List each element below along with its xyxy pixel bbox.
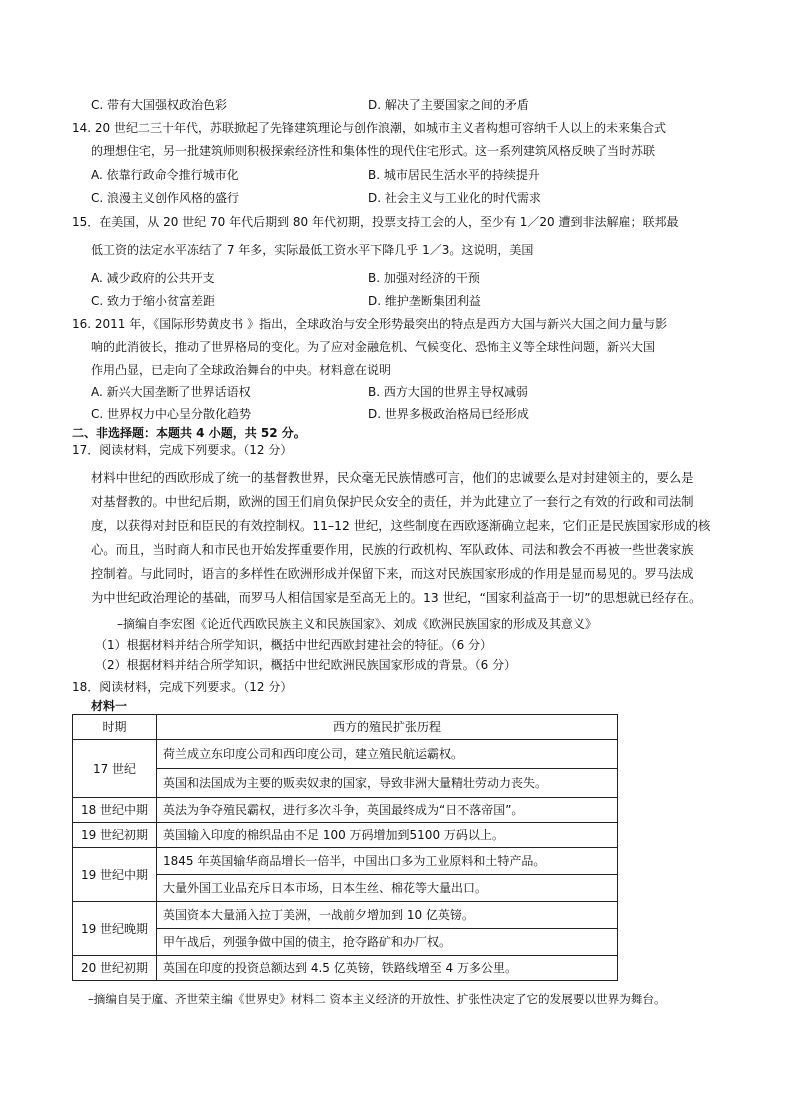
period-cell: 19 世纪中期 xyxy=(73,848,157,902)
table-row xyxy=(73,956,618,981)
q15-option-b: B. 加强对经济的干预 xyxy=(368,271,480,285)
q16-stem-line3: 作用凸显，已走向了全球政治舞台的中央。材料意在说明 xyxy=(91,363,392,377)
q17-material-line: 为中世纪政治理论的基础，而罗马人相信国家是至高无上的。13 世纪，“国家利益高于一切”的思想就已经存在。 xyxy=(91,591,702,605)
q17-material-line: 度，以获得对封臣和臣民的有效控制权。11–12 世纪，这些制度在西欧逐渐确立起来，它们正是民族国家形成的核 xyxy=(91,519,711,533)
q18-title: 18．阅读材料，完成下列要求。（12 分） xyxy=(72,680,293,694)
q14-stem-line1: 14. 20 世纪二三十年代，苏联掀起了先锋建筑理论与创作浪潮，如城市主义者构想可容纳千人以上的未来集合式 xyxy=(72,121,666,135)
event-cell: 英法为争夺殖民霸权，进行多次斗争，英国最终成为“日不落帝国”。 xyxy=(157,798,618,823)
event-cell: 1845 年英国输华商品增长一倍半，中国出口多为工业原料和土特产品。 xyxy=(157,848,618,875)
table-row xyxy=(73,902,618,929)
q16-stem-line2: 响的此消彼长，推动了世界格局的变化。为了应对金融危机、气候变化、恐怖主义等全球性问题，新兴大国 xyxy=(91,340,656,354)
q17-material-line: 控制着。与此同时，语言的多样性在欧洲形成并保留下来，而这对民族国家形成的作用是显而易见的。罗马法成 xyxy=(91,567,694,581)
table-header-row xyxy=(73,715,618,740)
q16-stem-line1: 16. 2011 年，《国际形势黄皮书 》指出，全球政治与安全形势最突出的特点是西方大国与新兴大国之间力量与影 xyxy=(72,317,668,331)
table-row xyxy=(73,823,618,848)
q16-option-d: D. 世界多极政治格局已经形成 xyxy=(368,407,529,421)
material-one-label: 材料一 xyxy=(91,699,128,713)
q14-option-d: D. 社会主义与工业化的时代需求 xyxy=(368,191,541,205)
event-cell: 英国资本大量涌入拉丁美洲，一战前夕增加到 10 亿英镑。 xyxy=(157,902,618,929)
event-cell: 荷兰成立东印度公司和西印度公司，建立殖民航运霸权。 xyxy=(157,740,618,769)
period-cell: 19 世纪初期 xyxy=(73,823,157,848)
period-cell: 18 世纪中期 xyxy=(73,798,157,823)
event-cell: 大量外国工业品充斥日本市场，日本生丝、棉花等大量出口。 xyxy=(157,875,618,902)
event-cell: 英国和法国成为主要的贩卖奴隶的国家，导致非洲大量精壮劳动力丧失。 xyxy=(157,769,618,798)
period-cell: 20 世纪初期 xyxy=(73,956,157,981)
q17-material-line: 心。而且，当时商人和市民也开始发挥重要作用，民族的行政机构、军队政体、司法和教会不再被一些世袭家族 xyxy=(91,543,694,557)
q17-material-line: 材料中世纪的西欧形成了统一的基督教世界，民众毫无民族情感可言，他们的忠诚要么是对封建领主的，要么是 xyxy=(91,471,694,485)
table-row xyxy=(73,798,618,823)
q17-requirement-2: （2）根据材料并结合所学知识，概括中世纪欧洲民族国家形成的背景。（6 分） xyxy=(95,658,517,672)
header-period: 时期 xyxy=(73,715,157,740)
q17-title: 17．阅读材料，完成下列要求。（12 分） xyxy=(72,443,293,457)
table-row xyxy=(73,740,618,769)
q14-stem-line2: 的理想住宅，另一批建筑师则积极探索经济性和集体性的现代住宅形式。这一系列建筑风格反映了当时苏联 xyxy=(91,144,656,158)
section-heading: 二、非选择题：本题共 4 小题，共 52 分。 xyxy=(72,426,306,440)
q14-option-c: C. 浪漫主义创作风格的盛行 xyxy=(91,191,240,205)
q15-option-d: D. 维护垄断集团利益 xyxy=(368,294,481,308)
q15-stem-line2: 低工资的法定水平冻结了 7 年多，实际最低工资水平下降几乎 1／3。这说明，美国 xyxy=(91,243,534,257)
q17-material-line: 对基督教的。中世纪后期，欧洲的国王们肩负保护民众安全的责任，并为此建立了一套行之有效的行政和司法制 xyxy=(91,495,694,509)
q15-option-a: A. 减少政府的公共开支 xyxy=(91,271,215,285)
q15-stem-line1: 15．在美国，从 20 世纪 70 年代后期到 80 年代初期，投票支持工会的人，至少有 1／20 遭到非法解雇；联邦最 xyxy=(72,215,679,229)
q16-option-a: A. 新兴大国垄断了世界话语权 xyxy=(91,385,251,399)
q14-option-b: B. 城市居民生活水平的持续提升 xyxy=(368,168,540,182)
q16-option-c: C. 世界权力中心呈分散化趋势 xyxy=(91,407,252,421)
q13-option-c: C. 带有大国强权政治色彩 xyxy=(91,98,228,112)
q15-option-c: C. 致力于缩小贫富差距 xyxy=(91,294,216,308)
event-cell: 英国输入印度的棉织品由不足 100 万码增加到5100 万码以上。 xyxy=(157,823,618,848)
table-row xyxy=(73,848,618,875)
period-cell: 17 世纪 xyxy=(73,740,157,798)
event-cell: 甲午战后，列强争做中国的债主，抢夺路矿和办厂权。 xyxy=(157,929,618,956)
colonial-expansion-table xyxy=(72,714,618,981)
q17-requirement-1: （1）根据材料并结合所学知识，概括中世纪西欧封建社会的特征。（6 分） xyxy=(95,638,493,652)
header-history: 西方的殖民扩张历程 xyxy=(157,715,618,740)
period-cell: 19 世纪晚期 xyxy=(73,902,157,956)
q14-option-a: A. 依靠行政命令推行城市化 xyxy=(91,168,239,182)
q16-option-b: B. 西方大国的世界主导权减弱 xyxy=(368,385,528,399)
q17-source: –摘编自李宏图《论近代西欧民族主义和民族国家》、刘成《欧洲民族国家的形成及其意义》 xyxy=(117,617,598,631)
q18-source-and-material-two: –摘编自吴于廑、齐世荣主编《世界史》材料二 资本主义经济的开放性、扩张性决定了它的发展要以世界为舞台。 xyxy=(88,992,666,1006)
event-cell: 英国在印度的投资总额达到 4.5 亿英镑，铁路线增至 4 万多公里。 xyxy=(157,956,618,981)
q13-option-d: D. 解决了主要国家之间的矛盾 xyxy=(368,98,529,112)
